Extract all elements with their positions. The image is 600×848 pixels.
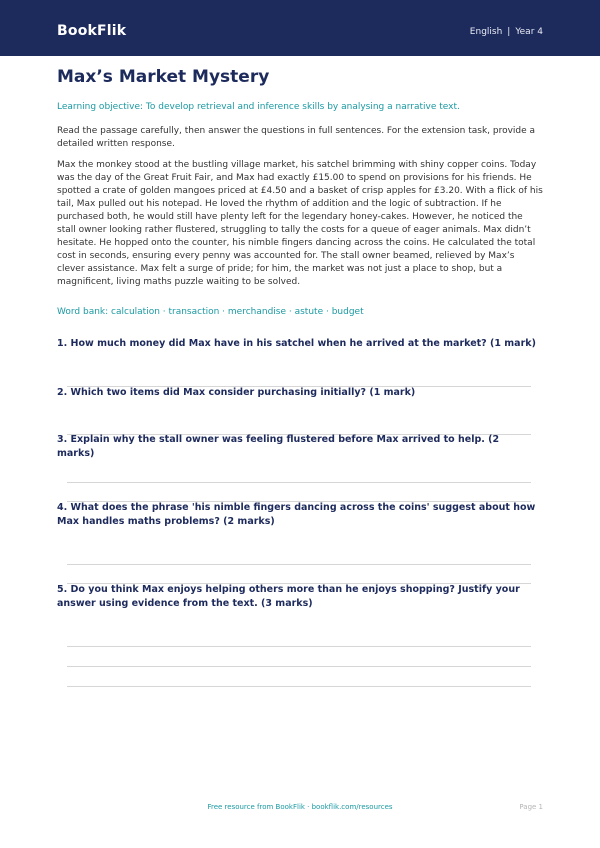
question-3: 3. Explain why the stall owner was feeling flustered before Max arrived to help. (2 marks): [57, 434, 500, 459]
word-bank: Word bank: calculation · transaction · merchandise · astute · budget: [57, 307, 364, 317]
learning-objective: Learning objective: To develop retrieval and inference skills by analysing a narrative text.: [57, 102, 460, 112]
page-number: Page 1: [519, 803, 543, 811]
reading-passage: Max the monkey stood at the bustling village market, his satchel brimming with shiny copper coins. Today was the day of the Great Fruit Fair, and Max had exactly £15.00 to spend on provisions for his friends. He spotted a crate of golden mangoes priced at £4.50 and a basket of crisp apples for £3.20. With a flick of his tail, Max pulled out his notepad. He loved the rhythm of addition and the logic of subtraction. If he purchased both, he would still have plenty left for the legendary honey-cakes. However, he noticed the stall owner looking rather flustered, struggling to tally the costs for a queue of eager animals. Max didn’t hesitate. He hopped onto the counter, his nimble fingers dancing across the coins. He calculated the total cost in seconds, ensuring every penny was accounted for. The stall owner beamed, relieved by Max’s clever assistance. Max felt a surge of pride; for him, the market was not just a place to shop, but a magnificent, living maths puzzle waiting to be solved.: [57, 160, 543, 287]
worksheet-title: Max’s Market Mystery: [57, 67, 270, 87]
meta-separator: |: [507, 27, 511, 37]
question-4: 4. What does the phrase 'his nimble fingers dancing across the coins' suggest about how Max handles maths problems? (2 marks): [57, 502, 536, 527]
footer-credit[interactable]: Free resource from BookFlik · bookflik.com/resources: [207, 803, 393, 811]
year-label: Year 4: [515, 27, 543, 37]
subject-label: English: [469, 27, 503, 37]
question-5: 5. Do you think Max enjoys helping others more than he enjoys shopping? Justify your answer using evidence from the text. (3 marks): [57, 584, 520, 609]
question-1: 1. How much money did Max have in his satchel when he arrived at the market? (1 mark): [57, 338, 536, 349]
answer-line[interactable]: [67, 646, 531, 647]
brand-logo[interactable]: BookFlik: [57, 23, 127, 39]
answer-line[interactable]: [67, 482, 531, 483]
header-bar: [0, 0, 600, 56]
subject-meta: [470, 26, 543, 38]
question-2: 2. Which two items did Max consider purchasing initially? (1 mark): [57, 387, 416, 398]
answer-line[interactable]: [67, 686, 531, 687]
answer-line[interactable]: [67, 564, 531, 565]
answer-line[interactable]: [67, 666, 531, 667]
instructions: Read the passage carefully, then answer the questions in full sentences. For the extension task, provide a detailed written response.: [57, 126, 536, 149]
